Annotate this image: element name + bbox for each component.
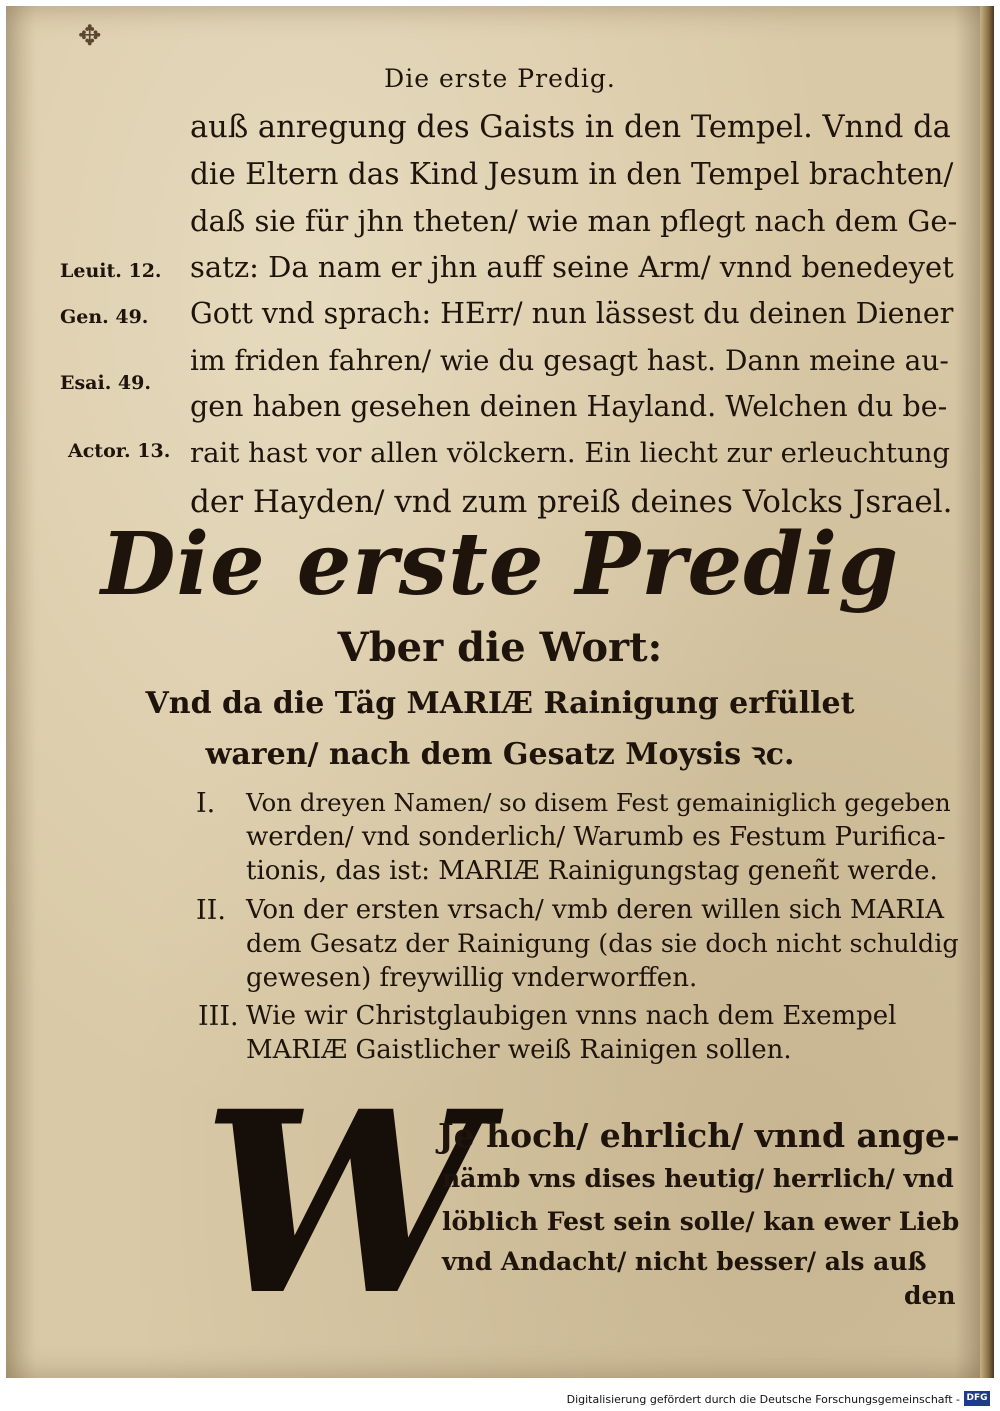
point-numeral-1: I. [196,788,216,819]
point-1-line-1: Von dreyen Namen/ so disem Fest gemainiglich gegeben [246,788,951,817]
dropcap-line-3: löblich Fest sein solle/ kan ewer Lieb [442,1207,960,1236]
point-2-line-2: dem Gesatz der Rainigung (das sie doch nicht schuldig [246,929,959,959]
body-line-9: der Hayden/ vnd zum preiß deines Volcks Jsrael. [190,484,953,520]
dropcap-line-5: den [904,1281,956,1310]
body-line-1: auß anregung des Gaists in den Tempel. Vnnd da [190,110,951,145]
dropcap-letter: W [202,1056,483,1350]
point-2-line-3: gewesen) freywillig vnderworffen. [246,963,698,993]
running-head: Die erste Predig. [384,64,616,93]
body-line-5: Gott vnd sprach: HErr/ nun lässest du deinen Diener [190,297,954,330]
body-line-4: satz: Da nam er jhn auff seine Arm/ vnnd benedeyet [190,250,954,284]
digitization-credit: Digitalisierung gefördert durch die Deutsche Forschungsgemeinschaft - [566,1393,960,1406]
dropcap-line-2: nämb vns dises heutig/ herrlich/ vnd [442,1164,954,1193]
verse-line-2: waren/ nach dem Gesatz Moysis ꝛc. [205,737,795,772]
point-1-line-2: werden/ vnd sonderlich/ Warumb es Festum Purifica- [246,822,946,852]
dfg-logo: DFG [964,1391,990,1406]
marginal-note-esai: Esai. 49. [60,372,151,394]
body-line-7: gen haben gesehen deinen Hayland. Welchen du be- [190,390,948,423]
point-numeral-2: II. [196,895,226,926]
dropcap-line-4: vnd Andacht/ nicht besser/ als auß [442,1247,927,1276]
marginal-note-leuit: Leuit. 12. [60,260,162,282]
sermon-subtitle: Vber die Wort: [337,624,663,671]
point-3-line-2: MARIÆ Gaistlicher weiß Rainigen sollen. [246,1035,792,1065]
body-line-8: rait hast vor allen völckern. Ein liecht zur erleuchtung [190,437,950,469]
point-2-line-1: Von der ersten vrsach/ vmb deren willen sich MARIA [246,895,945,925]
point-3-line-1: Wie wir Christglaubigen vnns nach dem Exempel [246,1001,897,1031]
marginal-note-gen: Gen. 49. [60,306,149,328]
ink-blot-ornament: ✥ [78,19,102,52]
verse-line-1: Vnd da die Täg MARIÆ Rainigung erfüllet [145,686,855,721]
dropcap-line-1: Je hoch/ ehrlich/ vnnd ange- [438,1116,960,1155]
body-line-6: im friden fahren/ wie du gesagt hast. Dann meine au- [190,344,949,377]
body-line-2: die Eltern das Kind Jesum in den Tempel brachten/ [190,157,954,191]
body-line-3: daß sie für jhn theten/ wie man pflegt nach dem Ge- [190,204,958,238]
marginal-note-actor: Actor. 13. [68,440,171,462]
scanned-page [6,6,994,1378]
point-1-line-3: tionis, das ist: MARIÆ Rainigungstag geneñt werde. [246,856,938,886]
point-numeral-3: III. [198,1001,239,1032]
sermon-title: Die erste Predig [100,514,900,615]
